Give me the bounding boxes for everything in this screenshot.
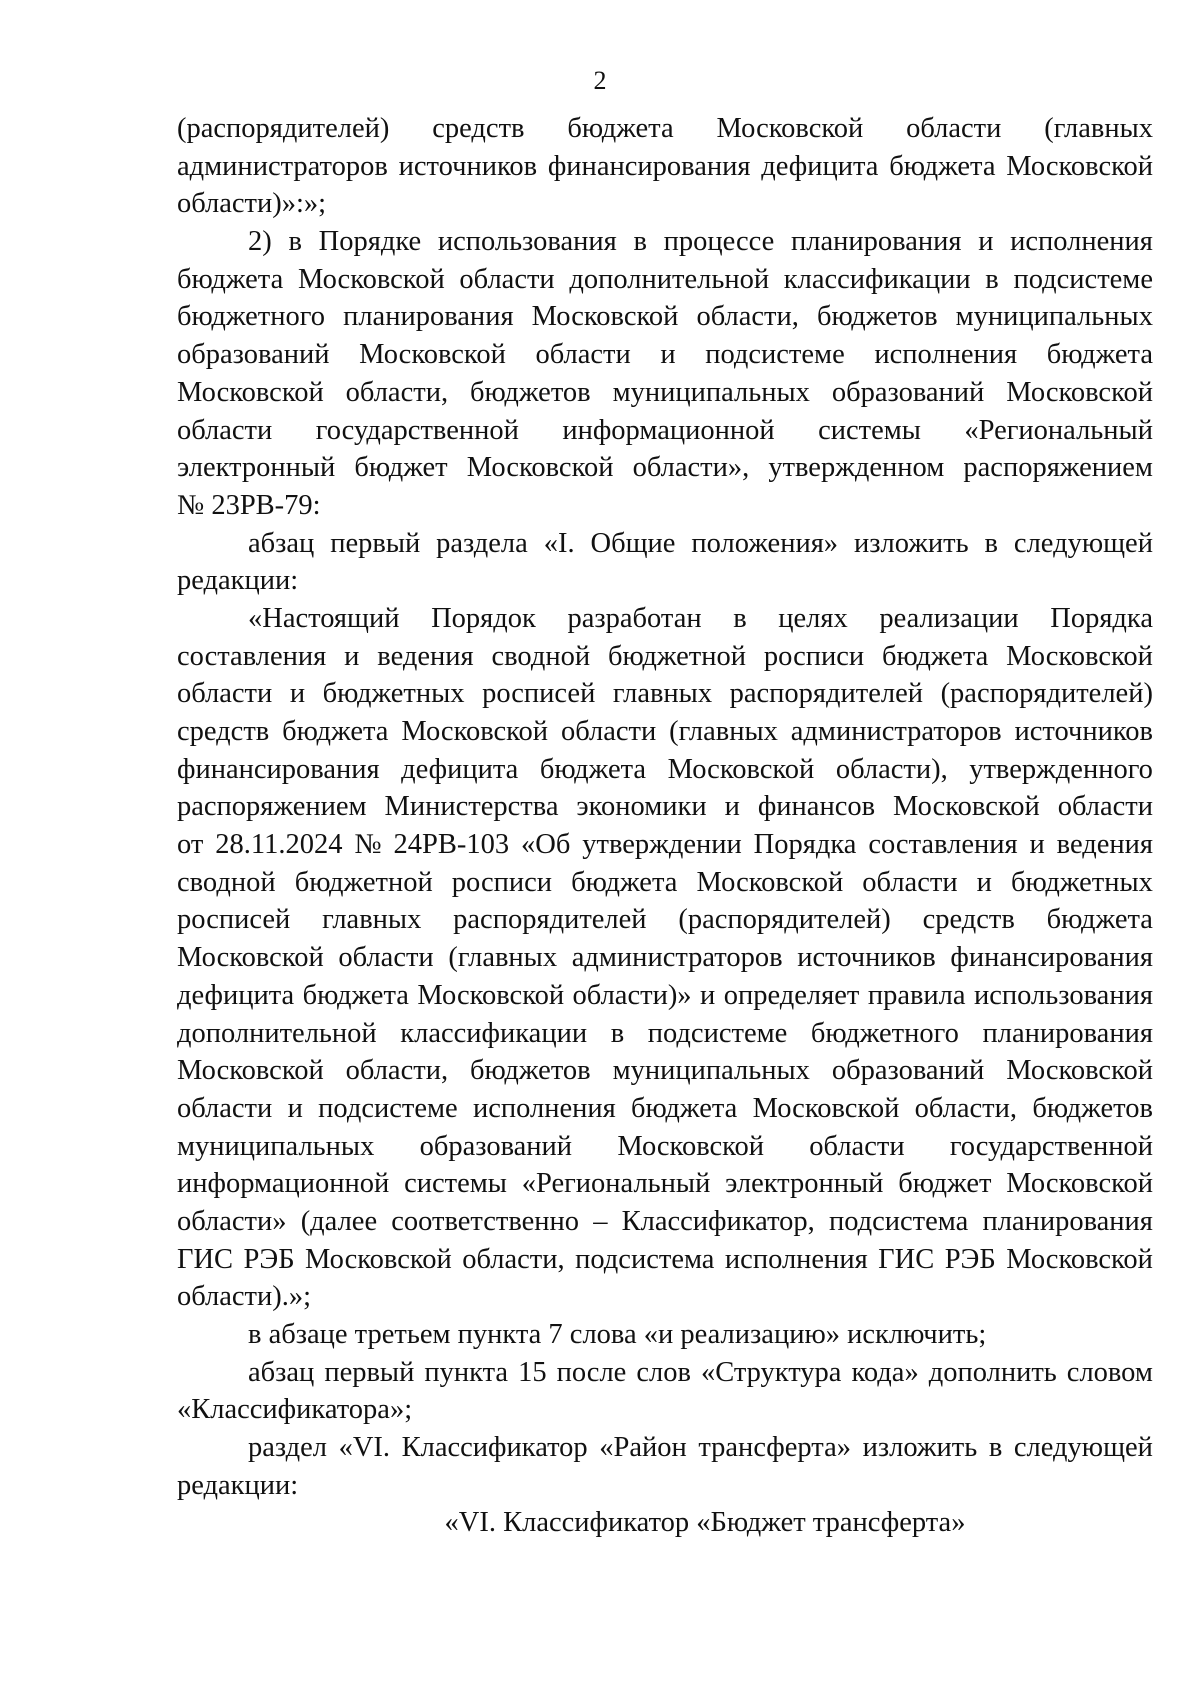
- text-line: от 28.11.2024 № 24РВ-103 «Об утверждении Порядка составления и ведения: [177, 829, 1153, 861]
- paragraph-item-7-amendment: [177, 1316, 1153, 1354]
- text-line: № 23РВ-79:: [177, 489, 321, 521]
- text-line: бюджета Московской области дополнительной классификации в подсистеме: [177, 263, 1153, 295]
- text-line: финансирования дефицита бюджета Московской области), утвержденного: [177, 753, 1153, 785]
- section-heading: «VI. Классификатор «Бюджет трансферта»: [444, 1507, 966, 1539]
- text-line: области и подсистеме исполнения бюджета Московской области, бюджетов: [177, 1092, 1153, 1124]
- text-line: редакции:: [177, 565, 299, 597]
- paragraph-section-vi-amendment: [177, 1429, 1153, 1504]
- text-line: электронный бюджет Московской области», утвержденном распоряжением: [177, 452, 1153, 484]
- text-line: абзац первый раздела «I. Общие положения» изложить в следующей: [248, 527, 1153, 559]
- text-line: области» (далее соответственно – Классификатор, подсистема планирования: [177, 1205, 1153, 1237]
- text-line: области государственной информационной системы «Региональный: [177, 414, 1153, 446]
- paragraph-quoted-text: [177, 600, 1153, 1316]
- text-line: в абзаце третьем пункта 7 слова «и реализацию» исключить;: [248, 1319, 987, 1350]
- paragraph-section-i-amendment: [177, 525, 1153, 600]
- text-line: администраторов источников финансирования дефицита бюджета Московской: [177, 150, 1153, 182]
- text-line: области)»:»;: [177, 188, 327, 220]
- text-line: 2) в Порядке использования в процессе планирования и исполнения: [248, 226, 1153, 258]
- text-line: информационной системы «Региональный электронный бюджет Московской: [177, 1168, 1153, 1200]
- text-line: редакции:: [177, 1469, 299, 1501]
- text-line: муниципальных образований Московской области государственной: [177, 1130, 1153, 1162]
- text-line: «Классификатора»;: [177, 1394, 413, 1426]
- text-line: средств бюджета Московской области (главных администраторов источников: [177, 716, 1153, 747]
- text-line: дефицита бюджета Московской области)» и определяет правила использования: [177, 979, 1153, 1011]
- text-line: Московской области, бюджетов муниципальных образований Московской: [177, 1055, 1153, 1087]
- text-line: Московской области (главных администраторов источников финансирования: [177, 942, 1153, 974]
- text-line: росписей главных распорядителей (распорядителей) средств бюджета: [177, 904, 1153, 936]
- text-line: области).»;: [177, 1281, 312, 1313]
- page-number: 2: [593, 66, 607, 95]
- text-line: Московской области, бюджетов муниципальных образований Московской: [177, 376, 1153, 408]
- text-line: дополнительной классификации в подсистеме бюджетного планирования: [177, 1017, 1153, 1049]
- paragraph-item-15-amendment: [177, 1354, 1153, 1429]
- text-line: сводной бюджетной росписи бюджета Московской области и бюджетных: [177, 866, 1153, 898]
- text-line: бюджетного планирования Московской области, бюджетов муниципальных: [177, 301, 1153, 333]
- text-line: области и бюджетных росписей главных распорядителей (распорядителей): [177, 678, 1153, 710]
- paragraph-continuation: [177, 110, 1153, 223]
- text-line: «Настоящий Порядок разработан в целях реализации Порядка: [248, 602, 1153, 634]
- text-line: образований Московской области и подсистеме исполнения бюджета: [177, 339, 1153, 371]
- text-line: раздел «VI. Классификатор «Район трансферта» изложить в следующей: [248, 1432, 1153, 1464]
- paragraph-item-2: [177, 223, 1153, 525]
- document-body: [177, 110, 1153, 1542]
- text-line: составления и ведения сводной бюджетной росписи бюджета Московской: [177, 640, 1153, 672]
- text-line: ГИС РЭБ Московской области, подсистема исполнения ГИС РЭБ Московской: [177, 1243, 1153, 1275]
- text-line: (распорядителей) средств бюджета Московской области (главных: [177, 113, 1153, 144]
- text-line: распоряжением Министерства экономики и финансов Московской области: [177, 791, 1153, 823]
- text-line: абзац первый пункта 15 после слов «Структура кода» дополнить словом: [248, 1356, 1153, 1388]
